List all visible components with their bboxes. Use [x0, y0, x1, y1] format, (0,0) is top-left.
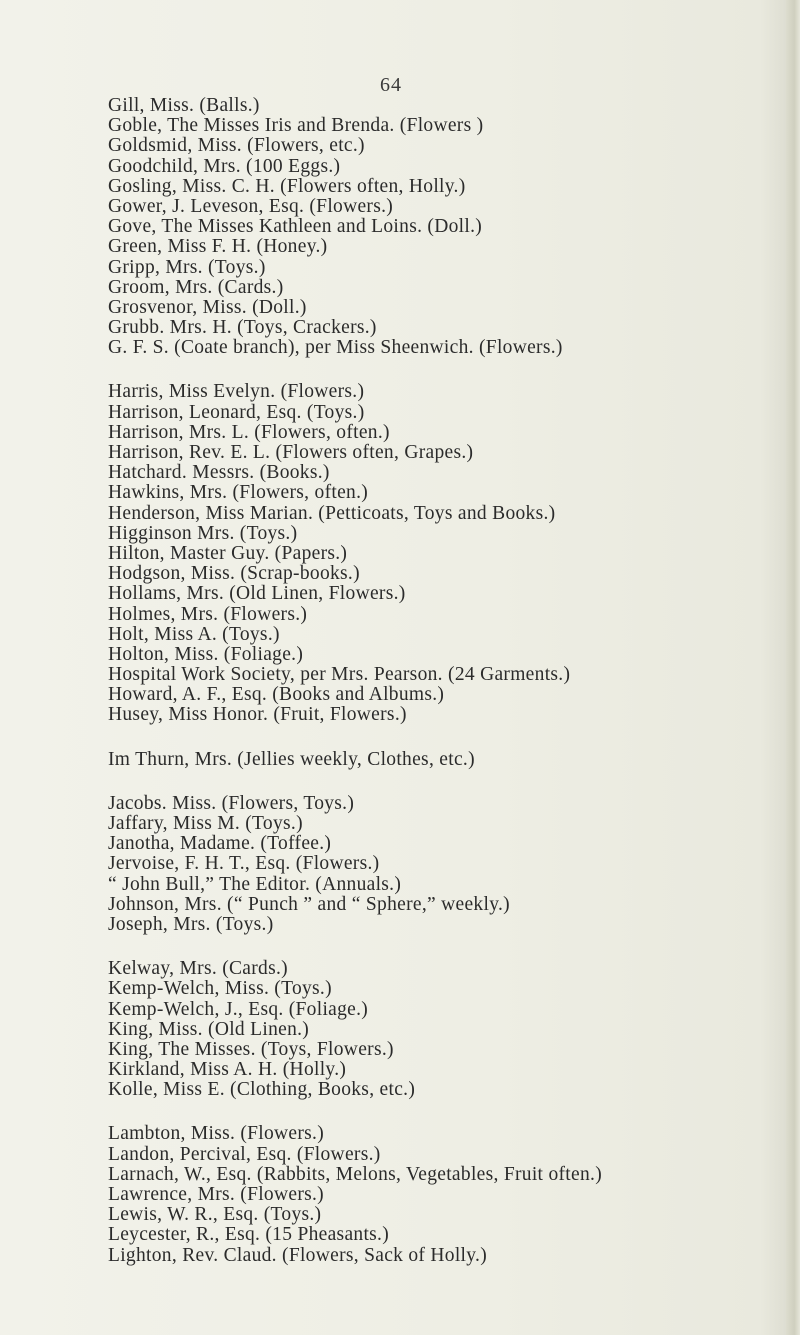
section-j — [108, 794, 798, 935]
section-gap — [108, 358, 798, 382]
section-gap — [108, 1100, 798, 1124]
donor-entry: Jaffary, Miss M. (Toys.) — [108, 813, 303, 834]
donor-entry: Howard, A. F., Esq. (Books and Albums.) — [108, 684, 445, 706]
donor-entry: Green, Miss F. H. (Honey.) — [108, 236, 328, 258]
donor-entry: Gower, J. Leveson, Esq. (Flowers.) — [108, 195, 394, 217]
donor-entry: Henderson, Miss Marian. (Petticoats, Toys and Books.) — [108, 502, 556, 524]
section-l — [108, 1124, 798, 1265]
donor-entry: G. F. S. (Coate branch), per Miss Sheenwich. (Flowers.) — [108, 337, 563, 359]
donor-entry: Harrison, Leonard, Esq. (Toys.) — [108, 401, 365, 423]
section-k — [108, 959, 798, 1100]
donor-entry: Holton, Miss. (Foliage.) — [108, 643, 304, 665]
donor-entry: Hollams, Mrs. (Old Linen, Flowers.) — [108, 583, 406, 605]
donor-entry: Hodgson, Miss. (Scrap-books.) — [108, 563, 360, 585]
donor-entry: Gove, The Misses Kathleen and Loins. (Doll.) — [108, 216, 483, 238]
donor-entry: Gosling, Miss. C. H. (Flowers often, Holly.) — [108, 175, 466, 197]
section-gap — [108, 770, 798, 794]
donor-entry: “ John Bull,” The Editor. (Annuals.) — [108, 873, 402, 895]
donor-entry: Gripp, Mrs. (Toys.) — [108, 256, 266, 278]
donor-entry: Harris, Miss Evelyn. (Flowers.) — [108, 381, 365, 403]
donor-entry: Groom, Mrs. (Cards.) — [108, 276, 284, 298]
donor-entry: Holmes, Mrs. (Flowers.) — [108, 603, 308, 625]
donor-entry: Lambton, Miss. (Flowers.) — [108, 1123, 325, 1145]
donor-entry: Grubb. Mrs. H. (Toys, Crackers.) — [108, 317, 377, 339]
donor-entry: Goble, The Misses Iris and Brenda. (Flowers ) — [108, 115, 484, 137]
donor-entry: Lewis, W. R., Esq. (Toys.) — [108, 1204, 322, 1226]
donor-entry: Hilton, Master Guy. (Papers.) — [108, 542, 348, 564]
donor-entry: Kelway, Mrs. (Cards.) — [108, 958, 288, 980]
donor-entry: Joseph, Mrs. (Toys.) — [108, 913, 274, 935]
donor-list — [108, 96, 798, 1266]
donor-entry: Jacobs. Miss. (Flowers, Toys.) — [108, 792, 355, 814]
donor-entry: Kolle, Miss E. (Clothing, Books, etc.) — [108, 1079, 416, 1101]
donor-entry: Goodchild, Mrs. (100 Eggs.) — [108, 155, 341, 177]
donor-entry: Hatchard. Messrs. (Books.) — [108, 462, 330, 484]
donor-entry: Harrison, Rev. E. L. (Flowers often, Grapes.) — [108, 442, 474, 463]
donor-entry: Leycester, R., Esq. (15 Pheasants.) — [108, 1224, 390, 1246]
donor-entry: Kemp-Welch, J., Esq. (Foliage.) — [108, 998, 369, 1020]
donor-entry: Jervoise, F. H. T., Esq. (Flowers.) — [108, 853, 380, 875]
donor-entry: King, Miss. (Old Linen.) — [108, 1018, 310, 1040]
donor-entry: Hawkins, Mrs. (Flowers, often.) — [108, 482, 369, 504]
section-gap — [108, 726, 798, 750]
donor-entry: Husey, Miss Honor. (Fruit, Flowers.) — [108, 704, 407, 726]
donor-entry: Landon, Percival, Esq. (Flowers.) — [108, 1143, 381, 1165]
donor-entry: Johnson, Mrs. (“ Punch ” and “ Sphere,” weekly.) — [108, 893, 510, 915]
donor-entry: Gill, Miss. (Balls.) — [108, 95, 260, 116]
section-g — [108, 96, 798, 358]
donor-entry: Higginson Mrs. (Toys.) — [108, 522, 298, 544]
section-h — [108, 382, 798, 725]
donor-entry: Goldsmid, Miss. (Flowers, etc.) — [108, 135, 365, 157]
donor-entry: Lawrence, Mrs. (Flowers.) — [108, 1184, 324, 1205]
donor-entry: Janotha, Madame. (Toffee.) — [108, 833, 332, 855]
donor-entry: Holt, Miss A. (Toys.) — [108, 623, 280, 645]
section-i — [108, 750, 798, 770]
donor-entry: Harrison, Mrs. L. (Flowers, often.) — [108, 421, 390, 443]
donor-entry: Grosvenor, Miss. (Doll.) — [108, 296, 307, 318]
page-number: 64 — [380, 74, 402, 96]
donor-entry: King, The Misses. (Toys, Flowers.) — [108, 1038, 394, 1060]
donor-entry: Hospital Work Society, per Mrs. Pearson. (24 Garments.) — [108, 664, 571, 686]
donor-entry: Larnach, W., Esq. (Rabbits, Melons, Vegetables, Fruit often.) — [108, 1163, 602, 1185]
section-gap — [108, 935, 798, 959]
donor-entry: Lighton, Rev. Claud. (Flowers, Sack of Holly.) — [108, 1244, 488, 1266]
donor-entry: Im Thurn, Mrs. (Jellies weekly, Clothes, etc.) — [108, 748, 475, 770]
donor-entry: Kirkland, Miss A. H. (Holly.) — [108, 1059, 347, 1081]
donor-entry: Kemp-Welch, Miss. (Toys.) — [108, 978, 332, 1000]
